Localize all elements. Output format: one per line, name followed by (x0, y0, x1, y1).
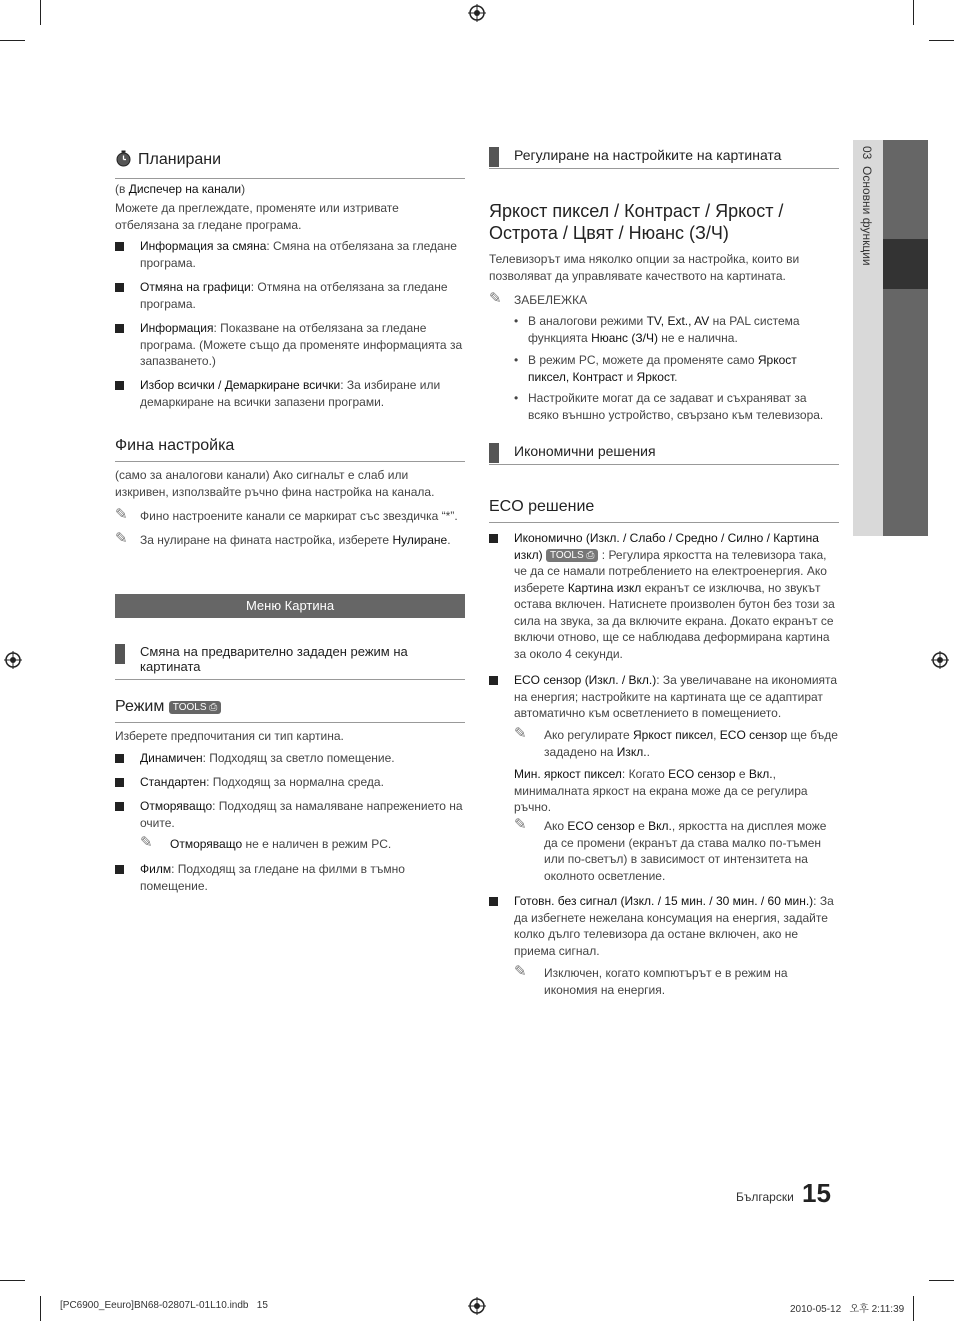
chapter-tab-marker (883, 239, 928, 289)
file-info: [PC6900_Eeuro]BN68-02807L-01L10.indb 15 (60, 1300, 268, 1311)
pencil-icon: ✎ (140, 834, 153, 851)
list-item: Стандартен: Подходящ за нормална среда. (115, 774, 465, 791)
note: ✎ За нулиране на фината настройка, изберете Нулиране. (115, 530, 451, 547)
registration-mark-icon (931, 651, 949, 669)
pencil-icon: ✎ (115, 530, 128, 547)
note: ✎ Ако регулирате Яркост пиксел, ECO сензор ще бъде зададено на Изкл.. (514, 725, 838, 759)
pencil-icon: ✎ (115, 506, 128, 523)
eco-heading: ECO решение (489, 498, 839, 523)
note-bullet: • Настройките могат да се задават и съхраняват за всяко външно устройство, свързано към телевизора. (514, 390, 839, 423)
note: ✎ Фино настроените канали се маркират със звездичка “*”. (115, 506, 458, 523)
mode-intro: Изберете предпочитания си тип картина. (115, 729, 344, 743)
list-item: Информация: Показване на отбелязана за гледане програма. (Можете също да променяте информацията за запазването.) (115, 320, 465, 370)
crop-mark (0, 40, 25, 41)
list-item: Избор всички / Демаркиране всички: За избиране или демаркиране на всички запазени програми. (115, 377, 465, 410)
eco-section: Икономични решения (489, 443, 839, 465)
chapter-tab-bar (883, 140, 928, 536)
planner-context: (в Диспечер на канали) (115, 182, 246, 196)
pencil-icon: ✎ (514, 816, 527, 833)
note: ✎ Ако ECO сензор е Вкл., яркостта на дисплея може да се промени (екранът да става малко по-тъмен или по-светъл) в зависимост от интензитета на околното осветление. (514, 816, 827, 883)
adjust-picture-section: Регулиране на настройките на картината (489, 147, 839, 169)
min-brightness-text: Мин. яркост пиксел: Когато ECO сензор е Вкл., минималната яркост на екрана може да се регулира ръчно. (514, 767, 808, 814)
fine-tune-intro: (само за аналогови канали) Ако сигнальт е слаб или изкривен, използвайте ръчно фина настройка на канала. (115, 468, 435, 499)
list-item: Динамичен: Подходящ за светло помещение. (115, 750, 465, 767)
note: ✎ Отморяващо не е наличен в режим PC. (140, 834, 392, 851)
crop-mark (40, 0, 41, 25)
crop-mark (929, 40, 954, 41)
menu-picture-bar: Меню Картина (115, 594, 465, 618)
list-item: Икономично (Изкл. / Слабо / Средно / Силно / Картина изкл) TOOLS ⎙ : Регулира яркостта на телевизора така, че да се намали потреблението на електроенергия. Ако изберете Картина изкл екранът се изключва, но звукът остава включен. Натиснете произволен бутон без този за сила на звука, за да включите екрана. Докато екранът се включи отново, ще се наблюдава деформирана картина за около 4 секунди. (489, 530, 839, 662)
preset-mode-section: Смяна на предварително зададен режим на картината (115, 644, 465, 680)
note-bullet: • В режим PC, можете да променяте само Яркост пиксел, Контраст и Яркост. (514, 352, 839, 385)
registration-mark-icon (4, 651, 22, 669)
list-item: Готовн. без сигнал (Изкл. / 15 мин. / 30 мин. / 60 мин.): За да избегнете нежелана консумация на енергия, задайте колко дълго телевизора да остане включен, ако не приема сигнал. (489, 893, 839, 959)
planner-intro: Можете да преглеждате, променяте или изтривате отбелязана за гледане програма. (115, 201, 399, 232)
pencil-icon: ✎ (489, 290, 502, 307)
crop-mark (913, 0, 914, 25)
planner-heading (115, 150, 465, 179)
page-language: Български (736, 1190, 794, 1204)
note-label: ✎ ЗАБЕЛЕЖКА (489, 290, 588, 307)
pencil-icon: ✎ (514, 963, 527, 980)
registration-mark-icon (468, 4, 486, 22)
list-item: ECO сензор (Изкл. / Вкл.): За увеличаване на икономията на енергия; настройките на картината ще се адаптират автоматично към осветлението в помещението. (489, 672, 839, 722)
chapter-label: 03 Основни функции (860, 146, 874, 266)
crop-mark (40, 1296, 41, 1321)
planner-title: Планирани (138, 151, 222, 168)
note: ✎ Изключен, когато компютърът е в режим на икономия на енергия. (514, 963, 788, 997)
clock-icon (115, 150, 132, 172)
mode-heading: Режим TOOLS ⎙ (115, 698, 465, 723)
list-item: Филм: Подходящ за гледане на филми в тъмно помещение. (115, 861, 465, 894)
brightness-title: Яркост пиксел / Контраст / Яркост / Острота / Цвят / Нюанс (З/Ч) (489, 201, 784, 243)
adjust-intro: Телевизорът има няколко опции за настройка, които ви позволяват да управлявате качеството на картината. (489, 252, 800, 283)
crop-mark (929, 1280, 954, 1281)
crop-mark (913, 1296, 914, 1321)
note-bullet: • В аналогови режими TV, Ext., AV на PAL система функцията Нюанс (З/Ч) не е налична. (514, 313, 839, 346)
tools-badge: TOOLS ⎙ (546, 549, 599, 562)
print-date: 2010-05-12 오후 2:11:39 (790, 1304, 905, 1315)
tools-badge: TOOLS ⎙ (169, 701, 222, 714)
registration-mark-icon (468, 1297, 486, 1315)
fine-tune-heading: Фина настройка (115, 437, 465, 462)
list-item: Информация за смяна: Смяна на отбелязана за гледане програма. (115, 238, 465, 271)
list-item: Отморяващо: Подходящ за намаляване напрежението на очите. (115, 798, 465, 831)
list-item: Отмяна на графици: Отмяна на отбелязана за гледане програма. (115, 279, 465, 312)
crop-mark (0, 1280, 25, 1281)
page-number: 15 (802, 1178, 831, 1208)
pencil-icon: ✎ (514, 725, 527, 742)
